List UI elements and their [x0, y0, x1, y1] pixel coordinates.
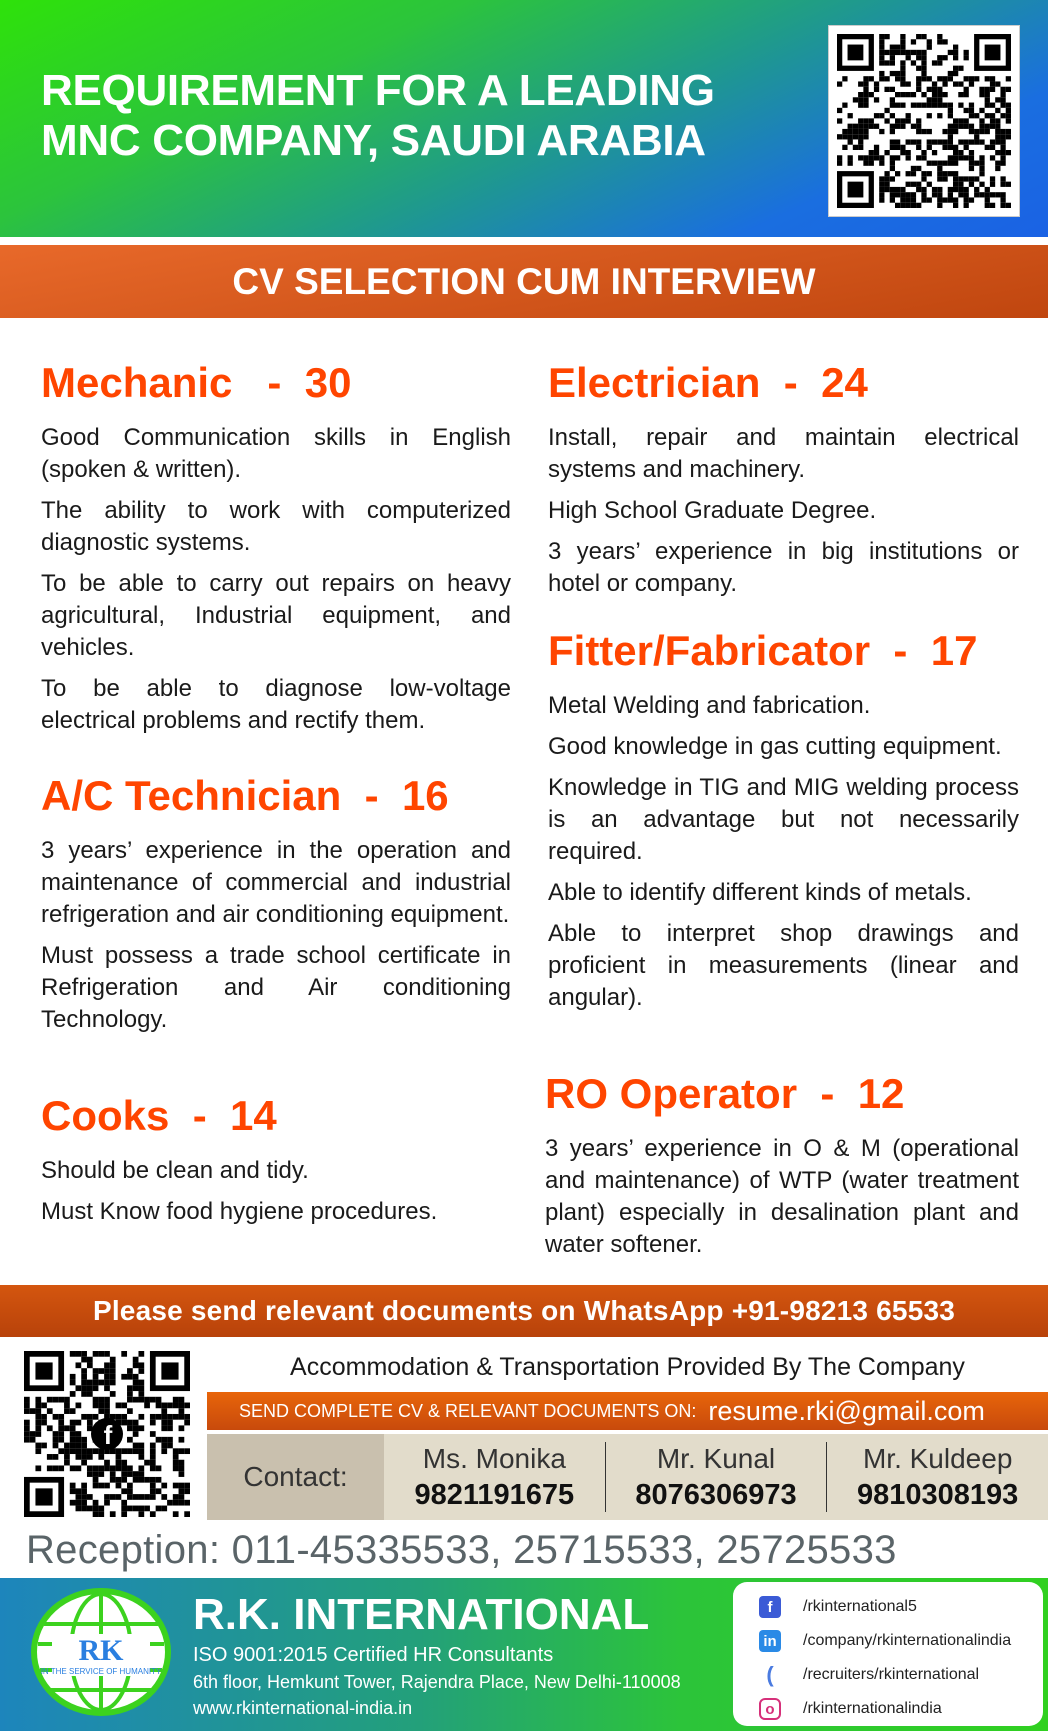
email-link[interactable]: resume.rki@gmail.com — [708, 1395, 985, 1426]
job-title: Electrician - 24 — [548, 359, 868, 406]
contact-phone[interactable]: 9821191675 — [414, 1479, 575, 1511]
job-point: 3 years’ experience in big institutions or hotel or company. — [548, 538, 1019, 597]
social-handle: /rkinternationalindia — [803, 1700, 942, 1717]
contact-phone[interactable]: 8076306973 — [635, 1479, 797, 1511]
website-link[interactable]: www.rkinternational-india.in — [193, 1698, 413, 1718]
svg-text:f: f — [103, 1420, 113, 1450]
job-point: High School Graduate Degree. — [548, 497, 877, 524]
instagram-icon: o — [759, 1698, 781, 1720]
contact-person — [827, 1442, 1048, 1512]
page-title — [41, 66, 821, 166]
send-cv-label: SEND COMPLETE CV & RELEVANT DOCUMENTS ON: — [239, 1400, 697, 1421]
qr-code-image — [837, 34, 1011, 208]
rk-globe-logo — [30, 1588, 172, 1716]
job-mechanic — [41, 358, 511, 746]
title-line-1: REQUIREMENT FOR A LEADING — [41, 66, 715, 115]
social-handle: /company/rkinternationalindia — [803, 1632, 1012, 1649]
social-handle: /rkinternational5 — [803, 1598, 917, 1615]
job-title: A/C Technician - 16 — [41, 772, 449, 819]
job-title: Cooks - 14 — [41, 1092, 277, 1139]
contact-table — [207, 1434, 1048, 1520]
logo-tagline: IN THE SERVICE OF HUMANITY — [40, 1667, 162, 1676]
whatsapp-banner: Please send relevant documents on WhatsApp +91-98213 65533 — [0, 1285, 1048, 1337]
job-point: Good Communication skills in English (spoken & written). — [41, 424, 511, 483]
job-point: 3 years’ experience in O & M (operational and maintenance) of WTP (water treatment plant) especially in desalination plant and water softener. — [545, 1135, 1019, 1258]
facebook-icon: f — [759, 1596, 781, 1618]
job-point: Install, repair and maintain electrical systems and machinery. — [548, 424, 1019, 483]
title-line-2: MNC COMPANY, SAUDI ARABIA — [41, 116, 706, 165]
job-point: Able to interpret shop drawings and proficient in measurements (linear and angular). — [548, 920, 1019, 1011]
contact-name: Mr. Kunal — [656, 1443, 776, 1474]
social-handle: /recruiters/rkinternational — [803, 1666, 980, 1683]
linkedin-icon: in — [759, 1630, 781, 1652]
job-fitter-fabricator — [548, 626, 1019, 1023]
job-point: The ability to work with computerized diagnostic systems. — [41, 497, 511, 556]
company-name: R.K. INTERNATIONAL — [193, 1590, 650, 1639]
qr-code-top[interactable] — [828, 25, 1020, 217]
job-point: Knowledge in TIG and MIG welding process is an advantage but not necessarily required. — [548, 774, 1019, 865]
job-point: Must possess a trade school certificate in Refrigeration and Air conditioning Technology. — [41, 942, 511, 1033]
job-point: Metal Welding and fabrication. — [548, 692, 871, 719]
logo-text: RK — [78, 1634, 124, 1667]
qr-code-image — [24, 1351, 190, 1517]
accommodation-note: Accommodation & Transportation Provided By The Company — [290, 1353, 965, 1381]
job-title: RO Operator - 12 — [545, 1070, 905, 1117]
social-linkedin[interactable] — [759, 1624, 1043, 1658]
naukri-icon: ( — [759, 1664, 781, 1686]
company-address: 6th floor, Hemkunt Tower, Rajendra Place, New Delhi-110008 — [193, 1672, 681, 1692]
contact-name: Ms. Monika — [422, 1443, 566, 1474]
job-point: Must Know food hygiene procedures. — [41, 1198, 438, 1225]
contact-person — [606, 1442, 828, 1512]
job-title: Mechanic - 30 — [41, 359, 352, 406]
qr-code-facebook[interactable] — [22, 1349, 192, 1519]
social-instagram[interactable] — [759, 1692, 1043, 1726]
job-point: To be able to carry out repairs on heavy agricultural, Industrial equipment, and vehicles. — [41, 570, 511, 661]
job-point: Able to identify different kinds of metals. — [548, 879, 972, 906]
job-electrician — [548, 358, 1019, 609]
job-point: To be able to diagnose low-voltage electrical problems and rectify them. — [41, 675, 511, 734]
cv-selection-banner: CV SELECTION CUM INTERVIEW — [0, 245, 1048, 318]
reception-phones: Reception: 011-45335533, 25715533, 25725533 — [26, 1528, 897, 1572]
iso-certification: ISO 9001:2015 Certified HR Consultants — [193, 1644, 554, 1666]
contact-label: Contact: — [207, 1434, 384, 1520]
job-point: 3 years’ experience in the operation and maintenance of commercial and industrial refrigeration and air conditioning equipment. — [41, 837, 511, 928]
social-naukri[interactable] — [759, 1658, 1043, 1692]
job-point: Should be clean and tidy. — [41, 1157, 309, 1184]
contact-person — [384, 1442, 606, 1512]
job-cooks — [41, 1091, 511, 1237]
job-ac-technician — [41, 771, 511, 1045]
social-facebook[interactable] — [759, 1590, 1043, 1624]
contact-name: Mr. Kuldeep — [862, 1443, 1013, 1474]
send-cv-bar — [207, 1392, 1048, 1430]
job-ro-operator — [545, 1069, 1019, 1270]
job-point: Good knowledge in gas cutting equipment. — [548, 733, 1002, 760]
social-links — [733, 1582, 1043, 1726]
job-title: Fitter/Fabricator - 17 — [548, 627, 978, 674]
contact-phone[interactable]: 9810308193 — [857, 1479, 1019, 1511]
